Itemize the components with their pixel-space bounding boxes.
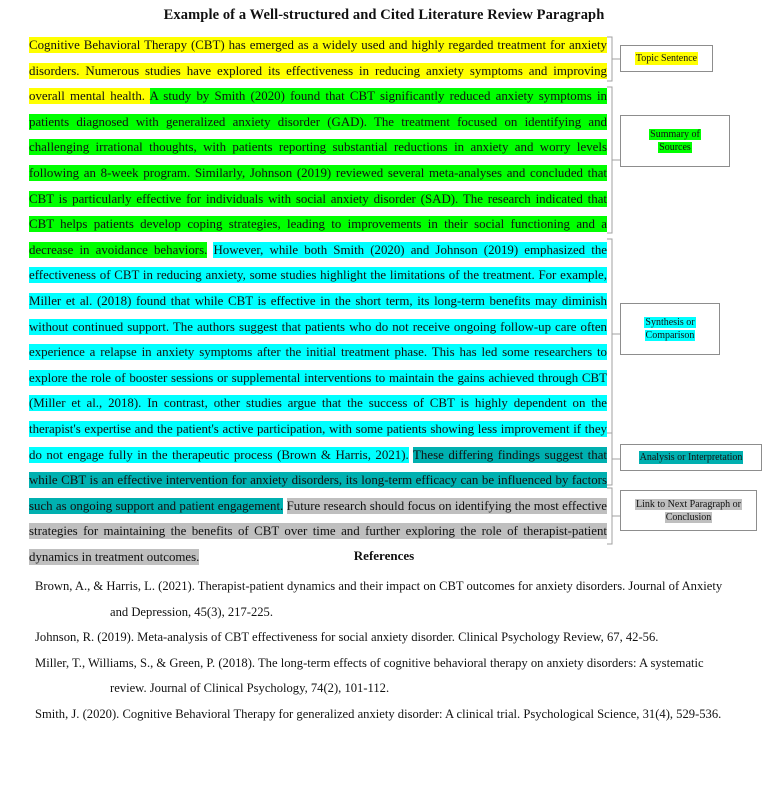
- reference-entry: Smith, J. (2020). Cognitive Behavioral Therapy for generalized anxiety disorder: A clinical trial. Psychological Science, 31(4), 529-536.: [35, 706, 722, 721]
- paragraph-segment-link-to-next-paragraph: Future research should focus on identifying the most effective strategies for maintaining the benefits of CBT over time and further exploring the role of therapist-patient dynamics in treatment outcomes.: [29, 498, 607, 564]
- callout-box-analysis-or-interpretation: [620, 444, 762, 471]
- callout-label-line-2: Comparison: [645, 330, 695, 341]
- callout-label-line-1: Link to Next Paragraph or: [636, 498, 741, 510]
- paragraph-segment-analysis-or-interpretation: These differing findings suggest that while CBT is an effective intervention for anxiety disorders, its long-term efficacy can be influenced by factors such as ongoing support and patient engagement.: [29, 447, 607, 513]
- callout-label-line-2: Conclusion: [665, 511, 712, 523]
- callout-label-topic-sentence: Topic Sentence: [635, 53, 698, 64]
- callout-box-summary-of-sources: [620, 115, 730, 167]
- callout-box-topic-sentence: [620, 45, 713, 72]
- references-heading: References: [353, 548, 415, 563]
- paragraph-segment-synthesis-or-comparison: However, while both Smith (2020) and Johnson (2019) emphasized the effectiveness of CBT in reducing anxiety, some studies highlight the limitations of the treatment. For example, Miller et al. (2018) found that while CBT is effective in the short term, its long-term benefits may diminish without continued support. The authors suggest that patients who do not receive ongoing follow-up care often experience a relapse in anxiety symptoms after the initial treatment phase. This has led some researchers to explore the role of booster sessions or supplemental interventions to maintain the gains achieved through CBT (Miller et al., 2018). In contrast, other studies argue that the success of CBT is highly dependent on the therapist's expertise and the patient's active participation, with some patients showing less improvement if they do not engage fully in the therapeutic process (Brown & Harris, 2021).: [29, 242, 607, 462]
- callout-label-line-1: Synthesis or: [645, 317, 695, 328]
- callout-label-line-2: Sources: [659, 142, 691, 153]
- paragraph-segment-summary-of-sources: A study by Smith (2020) found that CBT significantly reduced anxiety symptoms in patients diagnosed with generalized anxiety disorder (GAD). The treatment focused on identifying and challenging irrational thoughts, with patients reporting substantial reductions in anxiety and worry levels following an 8-week program. Similarly, Johnson (2019) reviewed several meta-analyses and concluded that CBT is particularly effective for individuals with social anxiety disorder (SAD). The research indicated that CBT helps patients develop coping strategies, leading to improvements in their social functioning and a decrease in avoidance behaviors.: [29, 89, 607, 257]
- references-list: [35, 574, 735, 727]
- callout-label-synthesis-or-comparison: [644, 316, 695, 342]
- reference-entry: Johnson, R. (2019). Meta-analysis of CBT effectiveness for social anxiety disorder. Clinical Psychology Review, 67, 42-56.: [35, 630, 659, 644]
- reference-entry: Brown, A., & Harris, L. (2021). Therapist-patient dynamics and their impact on CBT outcomes for anxiety disorders. Journal of Anxiety and Depression, 45(3), 217-225.: [35, 579, 723, 619]
- callout-label-analysis-or-interpretation: Analysis or Interpretation: [639, 452, 743, 463]
- callout-label-line-1: Summary of: [650, 129, 700, 140]
- literature-review-paragraph: [29, 33, 607, 570]
- page-title: Example of a Well-structured and Cited Literature Review Paragraph: [163, 7, 605, 23]
- paragraph-text: [29, 33, 607, 570]
- callout-label-summary-of-sources: [649, 128, 701, 154]
- reference-entry: Miller, T., Williams, S., & Green, P. (2018). The long-term effects of cognitive behavioral therapy on anxiety disorders: A systematic review. Journal of Clinical Psychology, 74(2), 101-112.: [35, 655, 704, 695]
- paragraph-segment-topic-sentence: Cognitive Behavioral Therapy (CBT) has emerged as a widely used and highly regarded treatment for anxiety disorders. Numerous studies have explored its effectiveness in reducing anxiety symptoms and improving overall mental health.: [29, 38, 607, 104]
- callout-box-synthesis-or-comparison: [620, 303, 720, 355]
- callout-label-link-to-next-paragraph: [635, 498, 742, 524]
- callout-box-link-to-next-paragraph: [620, 490, 757, 531]
